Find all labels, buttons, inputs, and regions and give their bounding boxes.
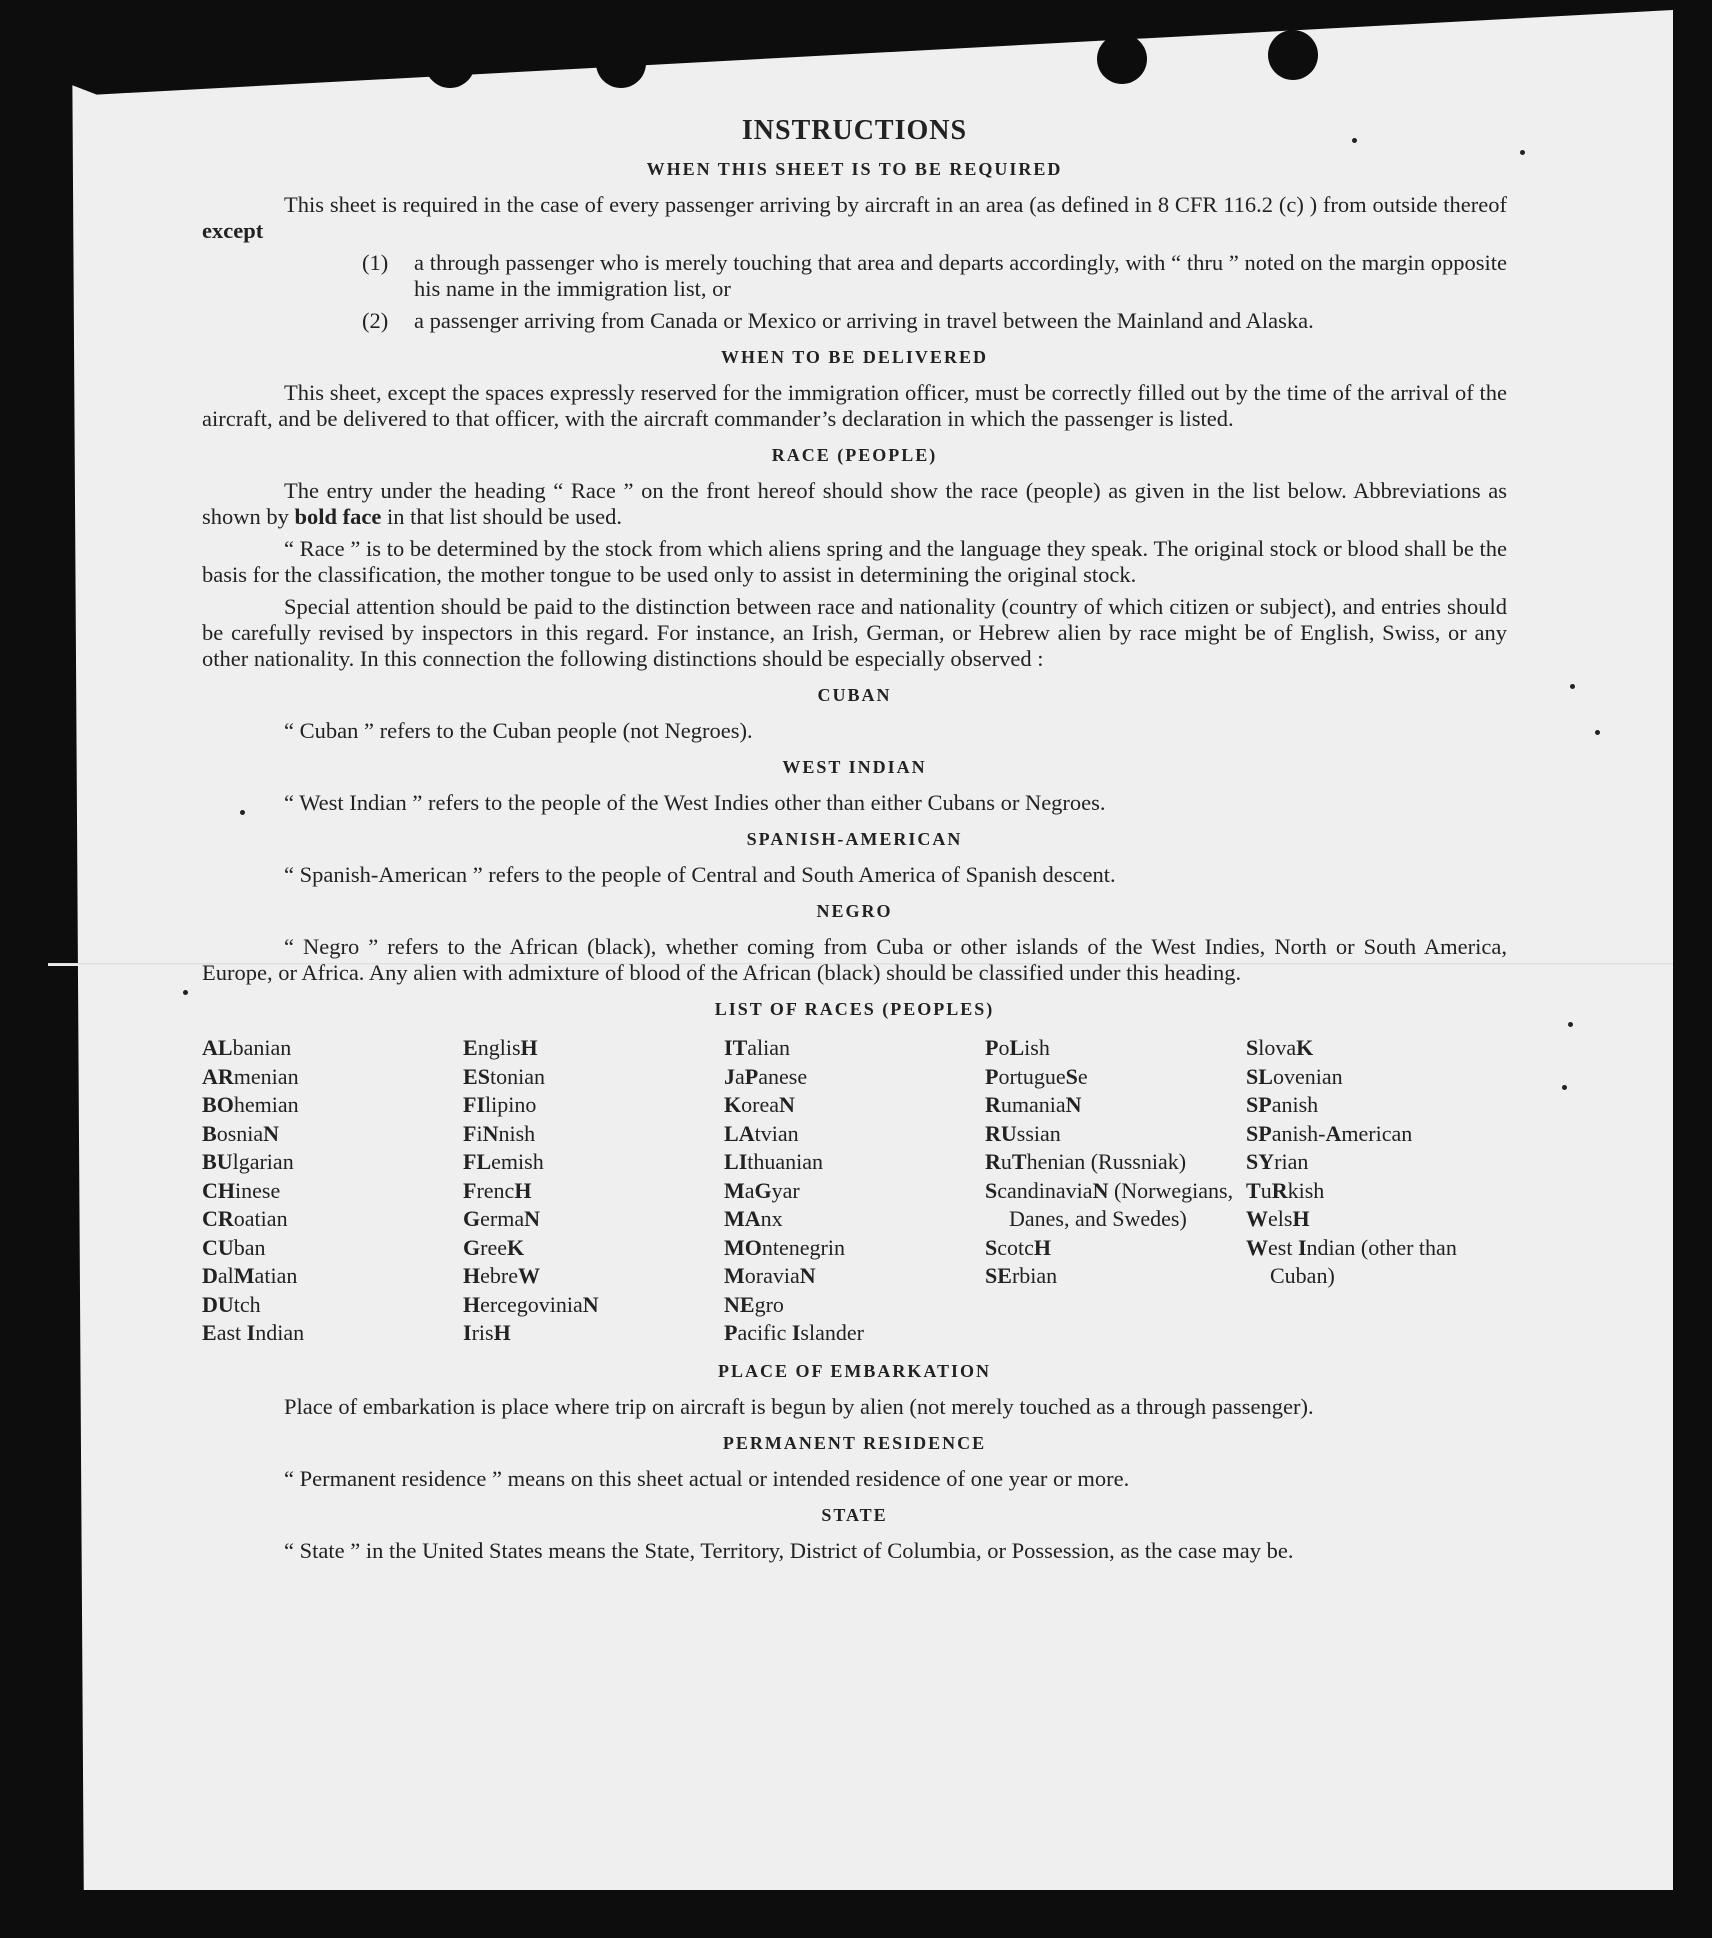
race-column — [985, 1034, 1246, 1348]
race-entry: LIthuanian — [724, 1149, 824, 1174]
race-paragraph-3: Special attention should be paid to the distinction between race and nationality (country of which citizen or subject), and entries should be carefully revised by inspectors in this regard. For instance, an Irish, German, or Hebrew alien by race might be of English, Swiss, or any other nationality. In this connection the following distinctions should be especially observed : — [202, 594, 1507, 671]
race-entry: FiNnish — [463, 1120, 536, 1146]
heading-spanish-american: SPANISH-AMERICAN — [746, 829, 963, 849]
residence-text: “ Permanent residence ” means on this sheet actual or intended residence of one year or more. — [284, 1465, 1130, 1491]
race-entry: IrisH — [463, 1320, 511, 1345]
race-entry: SPanish — [1246, 1092, 1319, 1117]
punch-hole — [596, 38, 646, 88]
race-paragraph-1 — [202, 478, 1507, 530]
race-entry: GreeK — [463, 1234, 525, 1260]
spanish-american-text: “ Spanish-American ” refers to the people of Central and South America of Spanish descent. — [284, 862, 1116, 887]
item-number: (2) — [362, 308, 389, 333]
punch-hole — [1268, 30, 1318, 80]
speck — [1570, 684, 1575, 689]
race-column — [724, 1034, 985, 1348]
punch-hole — [425, 38, 475, 88]
race-entry: MaGyar — [724, 1177, 800, 1203]
race-entry: EnglisH — [463, 1035, 538, 1060]
race-entry: TuRkish — [1246, 1177, 1325, 1203]
race-entry: PoLish — [985, 1035, 1050, 1060]
race-entry: East Indian — [202, 1320, 305, 1345]
speck — [1562, 1085, 1567, 1090]
heading-when-delivered: WHEN TO BE DELIVERED — [721, 347, 988, 367]
state-text: “ State ” in the United States means the State, Territory, District of Columbia, or Possession, as the case may be. — [284, 1537, 1294, 1563]
race-entry: BUlgarian — [202, 1149, 294, 1174]
race-column — [1246, 1034, 1507, 1348]
race-entry: SlovaK — [1246, 1035, 1314, 1060]
race-entry: SErbian — [985, 1263, 1058, 1288]
race-entry: SYrian — [1246, 1149, 1309, 1174]
race-entry: GermaN — [463, 1206, 540, 1231]
list-item — [202, 308, 1507, 334]
race-entry: HebreW — [463, 1263, 540, 1288]
race-entry: CUban — [202, 1234, 266, 1260]
race-entry: SPanish-American — [1246, 1120, 1413, 1146]
race-p1-after: in that list should be used. — [387, 504, 623, 529]
west-indian-text: “ West Indian ” refers to the people of the West Indies other than either Cubans or Negroes. — [284, 790, 1106, 815]
punch-hole — [1097, 34, 1147, 84]
race-entry: FLemish — [463, 1149, 544, 1174]
race-entry: FIlipino — [463, 1092, 537, 1117]
speck — [183, 990, 188, 995]
race-p1-before: The entry under the heading “ Race ” on the front hereof should show the race (people) as given in the list below. Abbreviations as shown by — [202, 478, 1507, 529]
race-entry: SLovenian — [1246, 1063, 1343, 1089]
heading-list-of-races: LIST OF RACES (PEOPLES) — [714, 999, 995, 1019]
race-entry: ARmenian — [202, 1063, 299, 1089]
heading-negro: NEGRO — [816, 901, 893, 921]
item-text: a passenger arriving from Canada or Mexico or arriving in travel between the Mainland and Alaska. — [414, 308, 1314, 333]
heading-embarkation: PLACE OF EMBARKATION — [717, 1360, 991, 1381]
race-entry: WelsH — [1246, 1206, 1310, 1231]
race-entry: West Indian (other than Cuban) — [1246, 1234, 1457, 1288]
heading-when-required: WHEN THIS SHEET IS TO BE REQUIRED — [646, 159, 1063, 179]
race-entry: CHinese — [202, 1177, 281, 1203]
race-entry: BosniaN — [202, 1120, 280, 1146]
list-item — [202, 250, 1507, 302]
speck — [1520, 150, 1525, 155]
race-entry: MoraviaN — [724, 1263, 816, 1288]
when-delivered-text: This sheet, except the spaces expressly reserved for the immigration officer, must be correctly filled out by the time of the arrival of the aircraft, and be delivered to that officer, with the aircraft commander’s declaration in which the passenger is listed. — [202, 380, 1507, 431]
race-entry: MOntenegrin — [724, 1234, 845, 1260]
race-entry: ITalian — [724, 1035, 791, 1060]
heading-permanent-residence: PERMANENT RESIDENCE — [722, 1432, 987, 1453]
races-list — [202, 1034, 1507, 1348]
race-entry: CRoatian — [202, 1206, 288, 1231]
race-p1-bold: bold face — [294, 504, 382, 529]
race-entry: RUssian — [985, 1120, 1061, 1146]
speck — [1595, 730, 1600, 735]
cuban-text: “ Cuban ” refers to the Cuban people (not Negroes). — [284, 718, 753, 743]
race-paragraph-2: “ Race ” is to be determined by the stock from which aliens spring and the language they speak. The original stock or blood shall be the basis for the classification, the mother tongue to be used only to assist in determining the original stock. — [202, 536, 1507, 587]
race-entry: JaPanese — [724, 1063, 808, 1089]
race-entry: ScandinaviaN (Norwegians, Danes, and Swedes) — [985, 1177, 1234, 1231]
intro-text: This sheet is required in the case of every passenger arriving by aircraft in an area (as defined in 8 CFR 116.2 (c) ) from outside thereof — [284, 192, 1507, 217]
instructions-content — [202, 115, 1507, 1570]
race-entry: Pacific Islander — [724, 1320, 864, 1345]
race-entry: PortugueSe — [985, 1063, 1088, 1089]
race-entry: RuThenian (Russniak) — [985, 1149, 1187, 1174]
negro-text: “ Negro ” refers to the African (black), whether coming from Cuba or other islands of the West Indies, North or South America, Europe, or Africa. Any alien with admixture of blood of the African (black) should be classified under this heading. — [202, 934, 1507, 985]
race-entry: EStonian — [463, 1063, 545, 1089]
race-entry: HercegoviniaN — [463, 1291, 599, 1317]
race-entry: FrencH — [463, 1177, 532, 1203]
race-entry: RumaniaN — [985, 1092, 1082, 1117]
race-entry: MAnx — [724, 1206, 783, 1231]
race-entry: DalMatian — [202, 1263, 298, 1288]
race-entry: ALbanian — [202, 1035, 292, 1060]
heading-west-indian: WEST INDIAN — [782, 757, 927, 777]
intro-emphasis: except — [202, 218, 264, 243]
race-entry: BOhemian — [202, 1092, 299, 1117]
heading-cuban: CUBAN — [817, 685, 892, 705]
item-text: a through passenger who is merely touching that area and departs accordingly, with “ thru ” noted on the margin opposite his name in the immigration list, or — [414, 250, 1507, 301]
race-entry: LAtvian — [724, 1120, 799, 1146]
race-column — [202, 1034, 463, 1348]
race-entry: DUtch — [202, 1291, 261, 1317]
heading-state: STATE — [821, 1504, 888, 1525]
race-entry: NEgro — [724, 1291, 784, 1317]
when-required-intro — [202, 192, 1507, 244]
speck — [1568, 1022, 1573, 1027]
heading-race: RACE (PEOPLE) — [771, 445, 938, 465]
item-number: (1) — [362, 250, 389, 275]
page-title: INSTRUCTIONS — [741, 115, 968, 146]
embarkation-text: Place of embarkation is place where trip on aircraft is begun by alien (not merely touched as a through passenger). — [284, 1393, 1314, 1419]
race-column — [463, 1034, 724, 1348]
race-entry: ScotcH — [985, 1234, 1052, 1260]
race-entry: KoreaN — [724, 1092, 795, 1117]
